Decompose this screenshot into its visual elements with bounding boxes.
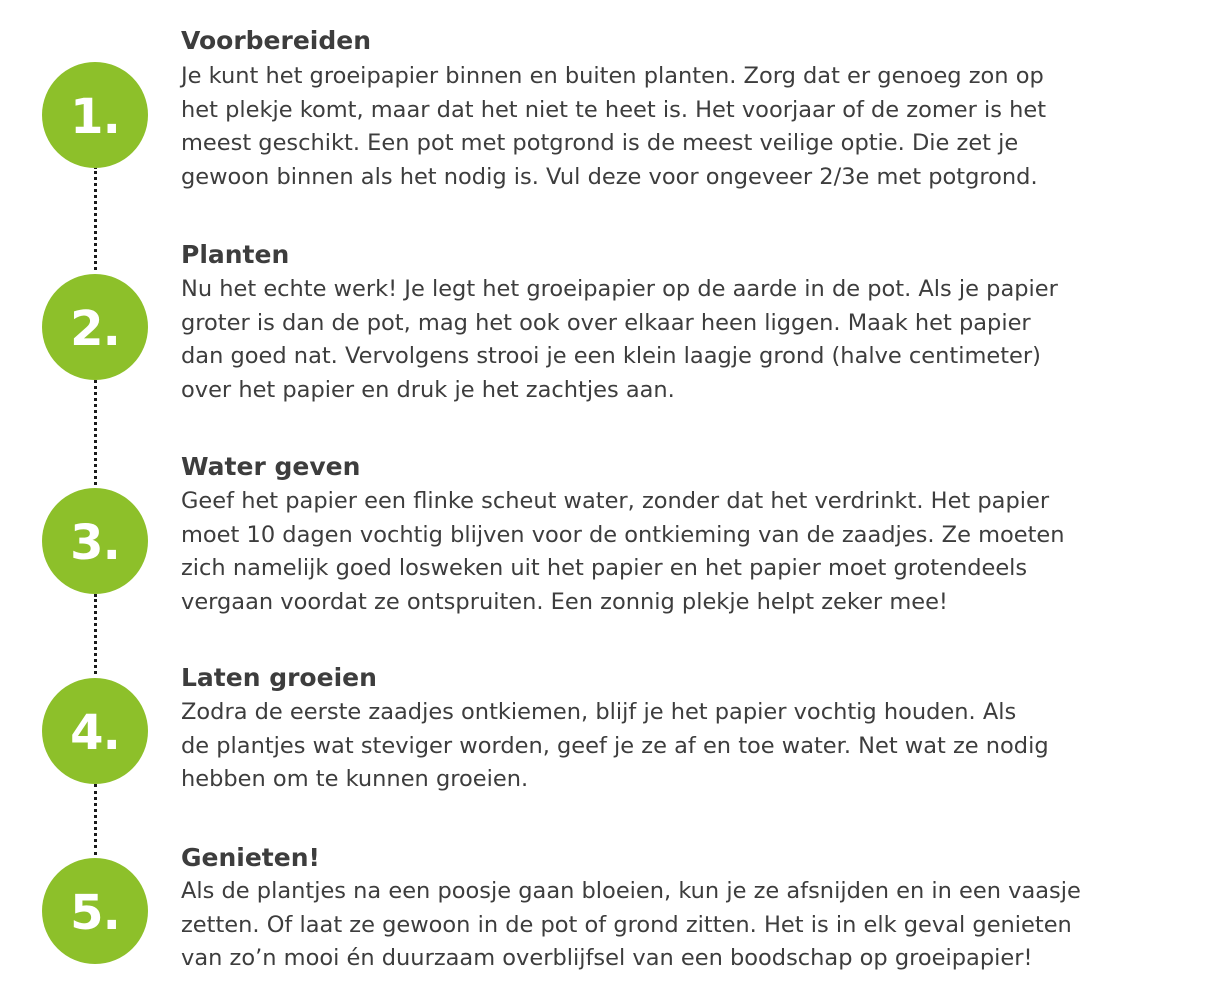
step-description-line: zich namelijk goed losweken uit het papier en het papier moet grotendeels <box>181 555 1028 581</box>
step-description <box>181 485 1191 619</box>
step-number-badge <box>42 274 148 380</box>
step-number-badge <box>42 858 148 964</box>
step-connector-4-5 <box>94 784 97 855</box>
step-number: 4. <box>70 705 120 761</box>
step-connector-1-2 <box>94 166 97 270</box>
step-title: Planten <box>181 240 290 269</box>
step-title: Genieten! <box>181 843 320 872</box>
step-number-badge <box>42 678 148 784</box>
step-description-line: moet 10 dagen vochtig blijven voor de ontkieming van de zaadjes. Ze moeten <box>181 521 1065 548</box>
step-number: 2. <box>70 301 120 357</box>
step-description-line: zetten. Of laat ze gewoon in de pot of grond zitten. Het is in elk geval genieten <box>181 911 1072 938</box>
step-description-line: Je kunt het groeipapier binnen en buiten planten. Zorg dat er genoeg zon op <box>181 63 1044 89</box>
step-number-badge <box>42 488 148 594</box>
step-description-line: vergaan voordat ze ontspruiten. Een zonnig plekje helpt zeker mee! <box>181 588 948 615</box>
step-connector-3-4 <box>94 594 97 674</box>
step-title: Voorbereiden <box>181 26 372 55</box>
step-title: Water geven <box>181 452 361 481</box>
step-description-line: de plantjes wat steviger worden, geef je ze af en toe water. Net wat ze nodig <box>181 732 1049 759</box>
step-number-badge <box>42 62 148 168</box>
step-description-line: Als de plantjes na een poosje gaan bloeien, kun je ze afsnijden en in een vaasje <box>181 878 1081 904</box>
step-number: 3. <box>70 515 120 571</box>
step-description-line: dan goed nat. Vervolgens strooi je een klein laagje grond (halve centimeter) <box>181 343 1041 369</box>
step-description-line: meest geschikt. Een pot met potgrond is de meest veilige optie. Die zet je <box>181 130 1019 156</box>
step-description-line: Nu het echte werk! Je legt het groeipapier op de aarde in de pot. Als je papier <box>181 276 1058 302</box>
step-description <box>181 60 1191 194</box>
step-description-line: Zodra de eerste zaadjes ontkiemen, blijf je het papier vochtig houden. Als <box>181 699 1017 725</box>
step-title: Laten groeien <box>181 663 377 692</box>
step-description-line: groter is dan de pot, mag het ook over elkaar heen liggen. Maak het papier <box>181 309 1031 336</box>
step-connector-2-3 <box>94 380 97 485</box>
step-description-line: van zo’n mooi én duurzaam overblijfsel van een boodschap op groeipapier! <box>181 945 1033 971</box>
step-description-line: hebben om te kunnen groeien. <box>181 766 529 792</box>
step-description-line: het plekje komt, maar dat het niet te heet is. Het voorjaar of de zomer is het <box>181 96 1047 123</box>
step-description <box>181 273 1191 407</box>
step-number: 1. <box>70 89 120 145</box>
step-description <box>181 696 1191 797</box>
step-number: 5. <box>70 885 120 941</box>
step-description-line: gewoon binnen als het nodig is. Vul deze voor ongeveer 2/3e met potgrond. <box>181 163 1038 190</box>
step-description-line: over het papier en druk je het zachtjes aan. <box>181 376 675 403</box>
step-description-line: Geef het papier een flinke scheut water, zonder dat het verdrinkt. Het papier <box>181 488 1050 514</box>
step-description <box>181 875 1191 976</box>
